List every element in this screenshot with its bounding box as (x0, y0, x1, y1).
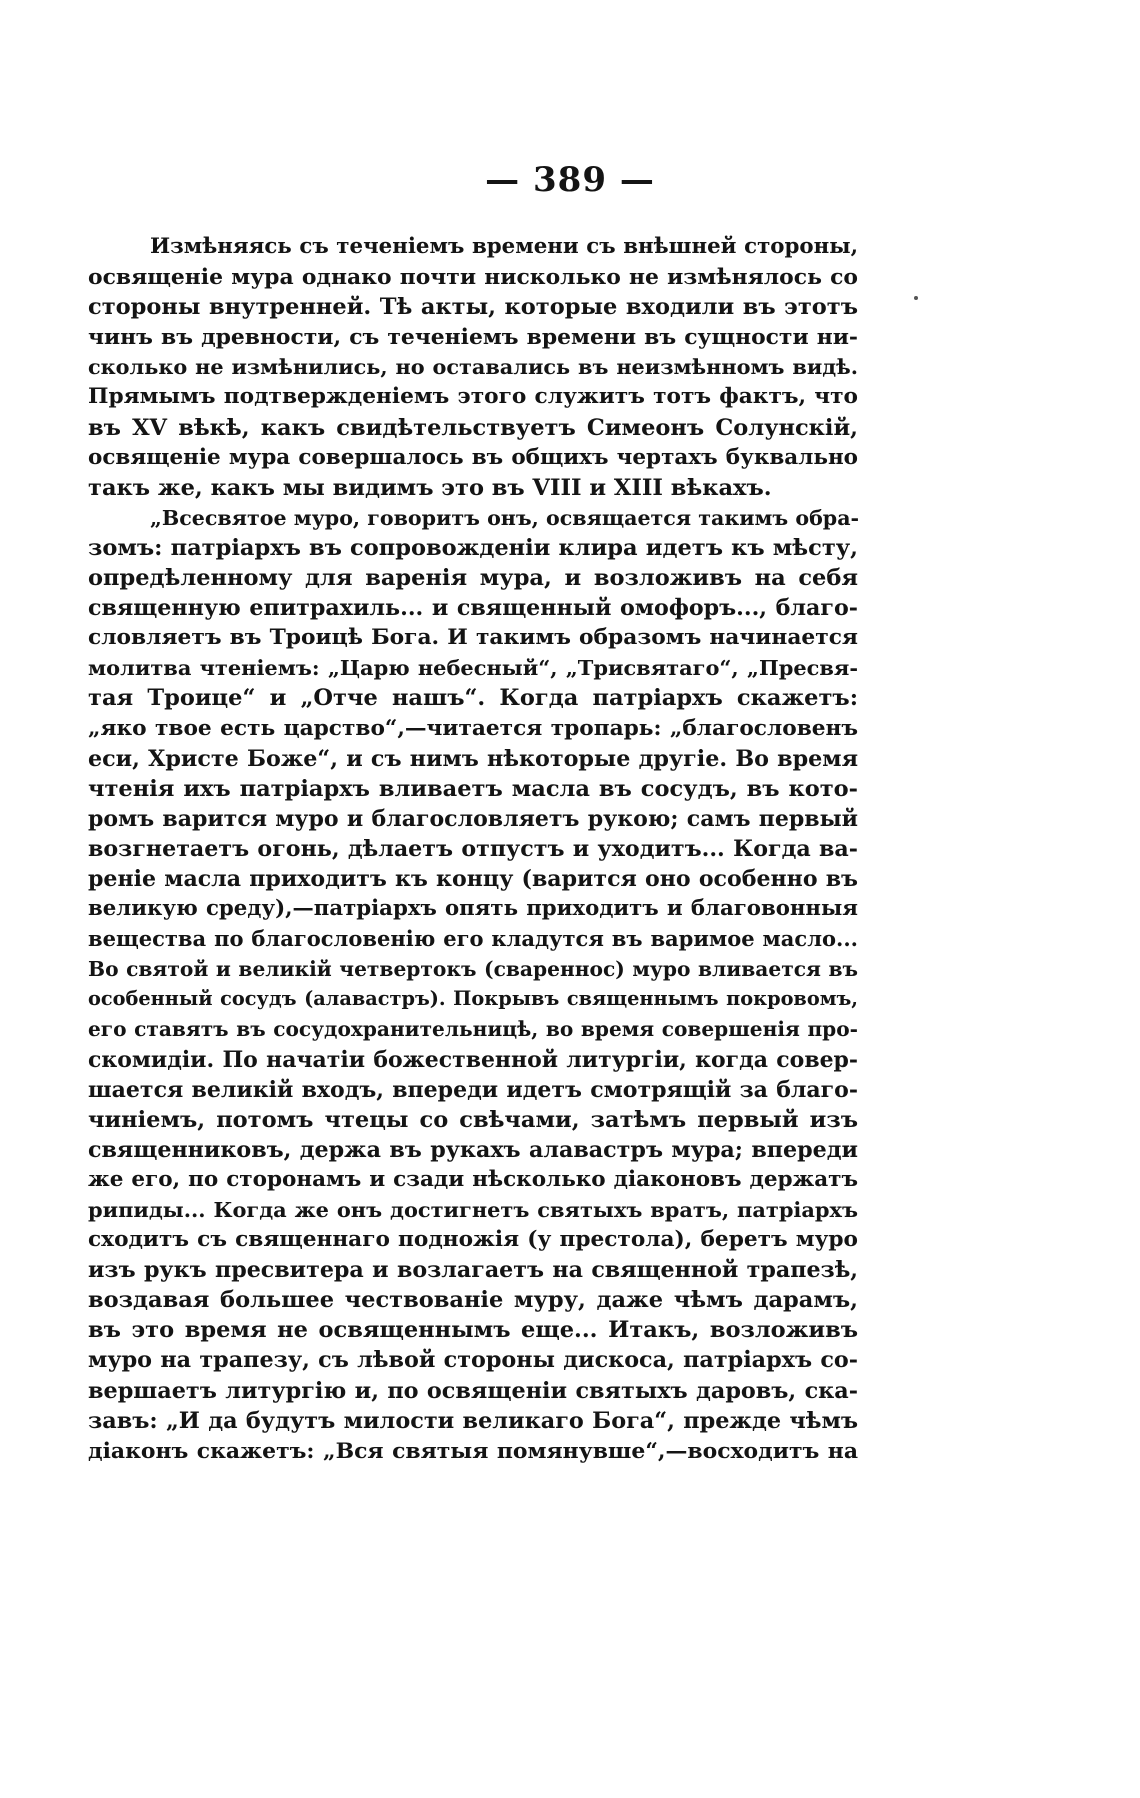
text-line: муро на трапезу, съ лѣвой стороны дискоса, патріархъ со- (88, 1347, 858, 1374)
paragraph-1 (88, 232, 858, 503)
text-line: реніе масла приходитъ къ концу (варится оно особенно въ (88, 865, 858, 892)
text-line: великую среду),—патріархъ опять приходитъ и благовонныя (88, 896, 858, 922)
text-line: такъ же, какъ мы видимъ это въ VIII и XIII вѣкахъ. (88, 474, 772, 501)
text-line: скомидіи. По начатіи божественной литургіи, когда совер- (88, 1046, 858, 1073)
text-line: особенный сосудъ (алавастръ). Покрывъ священнымъ покровомъ, (88, 987, 858, 1011)
text-line: шается великій входъ, впереди идетъ смотрящій за благо- (88, 1076, 858, 1103)
text-line: изъ рукъ пресвитера и возлагаетъ на священной трапезѣ, (88, 1257, 858, 1284)
text-line: діаконъ скажетъ: „Вся святыя помянувше“,—восходитъ на (88, 1437, 858, 1464)
text-line: въ XV вѣкѣ, какъ свидѣтельствуетъ Симеонъ Солунскій, (88, 414, 858, 441)
text-line: словляетъ въ Троицѣ Бога. И такимъ образомъ начинается (88, 625, 858, 651)
text-line: чинъ въ древности, съ теченіемъ времени въ сущности ни- (88, 324, 858, 351)
text-line: чтенія ихъ патріархъ вливаетъ масла въ сосудъ, въ кото- (88, 775, 858, 802)
text-line: чиніемъ, потомъ чтецы со свѣчами, затѣмъ первый изъ (88, 1106, 858, 1133)
page-number: — 389 — (485, 160, 655, 200)
text-line: стороны внутренней. Тѣ акты, которые входили въ этотъ (88, 294, 858, 321)
text-line: воздавая большее чествованіе муру, даже чѣмъ дарамъ, (88, 1287, 858, 1314)
text-line: же его, по сторонамъ и сзади нѣсколько діаконовъ держатъ (88, 1166, 858, 1192)
text-line: Во святой и великій четвертокъ (свареннос) муро вливается въ (88, 957, 858, 982)
text-line: Измѣняясь съ теченіемъ времени съ внѣшней стороны, (150, 234, 858, 259)
text-line: „Всесвятое муро, говоритъ онъ, освящается такимъ обра- (150, 505, 860, 530)
text-line: освященіе мура совершалось въ общихъ чертахъ буквально (88, 444, 858, 470)
text-line: вещества по благословенію его кладутся въ варимое масло... (88, 926, 858, 952)
text-line: возгнетаетъ огонь, дѣлаетъ отпустъ и уходитъ... Когда ва- (88, 835, 858, 862)
text-line: тая Троице“ и „Отче нашъ“. Когда патріархъ скажетъ: (88, 685, 858, 712)
paragraph-2 (88, 503, 858, 1466)
text-line: священную епитрахиль... и священный омофоръ..., благо- (88, 595, 858, 622)
text-line: еси, Христе Боже“, и съ нимъ нѣкоторые другіе. Во время (88, 745, 858, 772)
text-line: рипиды... Когда же онъ достигнетъ святыхъ вратъ, патріархъ (88, 1197, 858, 1222)
text-line: въ это время не освященнымъ еще... Итакъ, возложивъ (88, 1317, 858, 1344)
text-line: молитва чтеніемъ: „Царю небесный“, „Трисвятаго“, „Пресвя- (88, 655, 858, 681)
text-line: освященіе мура однако почти нисколько не измѣнялось со (88, 264, 858, 291)
text-line: ромъ варится муро и благословляетъ рукою; самъ первый (88, 805, 858, 832)
text-line: опредѣленному для варенія мура, и возложивъ на себя (88, 565, 858, 592)
text-line: сходитъ съ священнаго подножія (у престола), беретъ муро (88, 1227, 858, 1253)
text-line: „яко твое есть царство“,—читается тропарь: „благословенъ (88, 715, 858, 741)
body-text (88, 232, 858, 1466)
text-line: священниковъ, держа въ рукахъ алавастръ мура; впереди (88, 1136, 858, 1163)
text-line: вершаетъ литургію и, по освященіи святыхъ даровъ, ска- (88, 1377, 858, 1404)
text-line: зомъ: патріархъ въ сопровожденіи клира идетъ къ мѣсту, (88, 534, 858, 561)
text-line: завъ: „И да будутъ милости великаго Бога“, прежде чѣмъ (88, 1407, 858, 1434)
text-line: Прямымъ подтвержденіемъ этого служитъ тотъ фактъ, что (88, 384, 858, 410)
text-line: сколько не измѣнились, но оставались въ неизмѣнномъ видѣ. (88, 354, 858, 380)
text-line: его ставятъ въ сосудохранительницѣ, во время совершенія про- (88, 1017, 858, 1042)
scan-speck (914, 296, 918, 300)
